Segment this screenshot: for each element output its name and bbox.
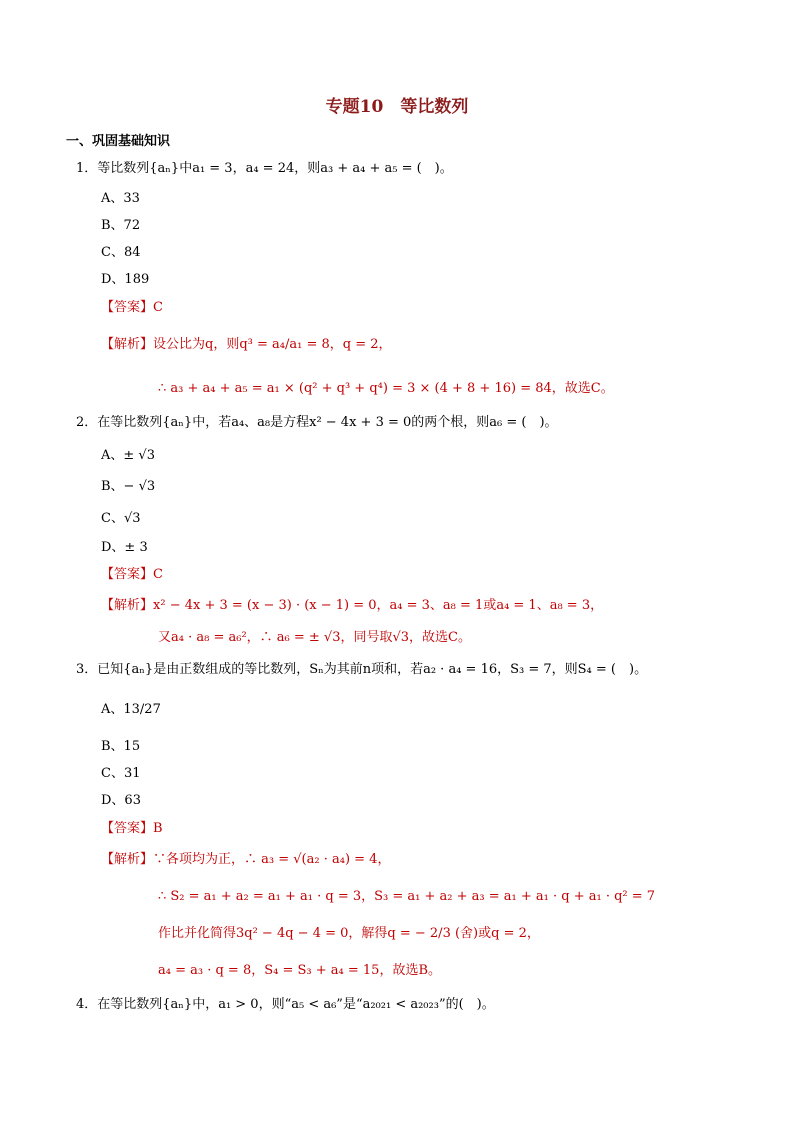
analysis-line: 设公比为q，则q³ = a₄/a₁ = 8，q = 2， xyxy=(153,337,392,352)
answer-tag: 【答案】 xyxy=(101,567,154,582)
question-2-option-b: B、− √3 xyxy=(101,479,156,494)
question-3-analysis-line-3: 作比并化简得3q² − 4q − 4 = 0，解得q = − 2/3 (舍)或q = 2， xyxy=(158,926,540,941)
answer-tag: 【答案】 xyxy=(101,300,154,315)
answer-value: B xyxy=(153,821,163,836)
question-2-option-c: C、√3 xyxy=(101,511,141,526)
question-2-stem: 2．在等比数列{aₙ}中，若a₄、a₈是方程x² − 4x + 3 = 0的两个根，则a₆ = ( )。 xyxy=(76,415,558,430)
page-title: 专题10 等比数列 xyxy=(325,97,469,117)
analysis-line: ∵各项均为正，∴ a₃ = √(a₂ · a₄) = 4， xyxy=(153,852,391,867)
question-1-option-b: B、72 xyxy=(101,218,141,233)
question-3-answer xyxy=(101,820,163,838)
answer-tag: 【答案】 xyxy=(101,821,154,836)
question-1-analysis-continued: ∴ a₃ + a₄ + a₅ = a₁ × (q² + q³ + q⁴) = 3 × (4 + 8 + 16) = 84，故选C。 xyxy=(158,381,614,396)
question-2-option-a: A、± √3 xyxy=(101,448,155,463)
section-heading: 一、巩固基础知识 xyxy=(66,134,171,149)
question-3-stem: 3．已知{aₙ}是由正数组成的等比数列，Sₙ为其前n项和，若a₂ · a₄ = 16，S₃ = 7，则S₄ = ( )。 xyxy=(76,662,648,677)
question-1-option-d: D、189 xyxy=(101,272,150,287)
question-2-answer xyxy=(101,566,163,584)
analysis-tag: 【解析】 xyxy=(101,337,154,352)
question-3-analysis-line-4: a₄ = a₃ · q = 8，S₄ = S₃ + a₄ = 15，故选B。 xyxy=(158,963,441,978)
analysis-tag: 【解析】 xyxy=(101,852,154,867)
question-3-option-d: D、63 xyxy=(101,793,141,808)
question-3-analysis xyxy=(101,851,390,869)
question-1-stem: 1．等比数列{aₙ}中a₁ = 3，a₄ = 24，则a₃ + a₄ + a₅ = ( )。 xyxy=(76,161,453,176)
question-1-option-a: A、33 xyxy=(101,191,140,206)
analysis-line: x² − 4x + 3 = (x − 3) · (x − 1) = 0，a₄ = 3、a₈ = 1或a₄ = 1、a₈ = 3， xyxy=(153,598,604,613)
question-3-option-b: B、15 xyxy=(101,739,141,754)
question-2-analysis-continued: 又a₄ · a₈ = a₆²，∴ a₆ = ± √3，同号取√3，故选C。 xyxy=(158,630,471,645)
question-4-stem: 4．在等比数列{aₙ}中，a₁ > 0，则“a₅ < a₆”是“a₂₀₂₁ < a₂₀₂₃”的( )。 xyxy=(76,997,495,1012)
question-2-analysis xyxy=(101,597,603,615)
question-1-option-c: C、84 xyxy=(101,245,141,260)
question-3-analysis-line-2: ∴ S₂ = a₁ + a₂ = a₁ + a₁ · q = 3，S₃ = a₁ + a₂ + a₃ = a₁ + a₁ · q + a₁ · q² = 7 xyxy=(158,889,656,904)
question-2-option-d: D、± 3 xyxy=(101,540,148,555)
answer-value: C xyxy=(153,567,163,582)
question-3-option-c: C、31 xyxy=(101,766,141,781)
question-1-analysis xyxy=(101,336,392,354)
analysis-tag: 【解析】 xyxy=(101,598,154,613)
answer-value: C xyxy=(153,300,163,315)
question-3-option-a: A、13/27 xyxy=(101,702,161,717)
question-1-answer xyxy=(101,299,163,317)
